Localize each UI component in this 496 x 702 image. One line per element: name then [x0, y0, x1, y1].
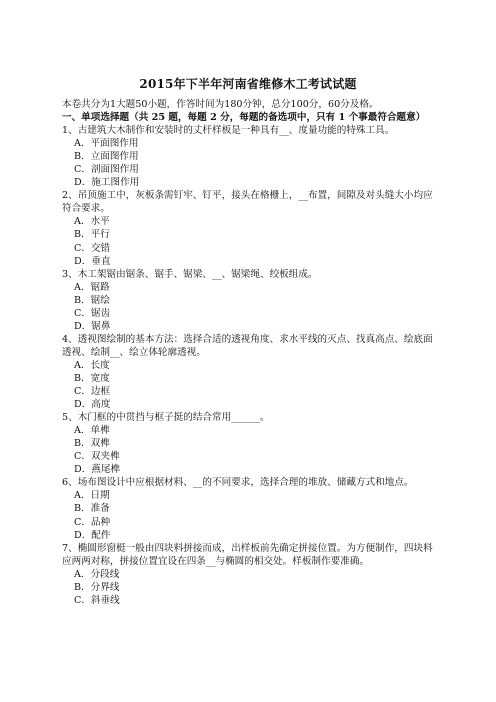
option-c: C．锯齿 — [74, 307, 111, 319]
question-stem: 7、椭圆形窗梃一般由四块料拼接而成，出样板前先确定拼接位置。为方便制作，四块料应两两对称，拼接位置宜设在四条__与椭圆的相交处。样板制作要准确。 — [62, 542, 433, 567]
question-2 — [62, 189, 434, 267]
option-b: B．立面图作用 — [74, 151, 139, 163]
question-7 — [62, 542, 434, 607]
option-d: D．配件 — [74, 529, 111, 541]
question-6 — [62, 476, 434, 541]
question-1 — [62, 124, 434, 189]
option-a: A．长度 — [74, 359, 110, 371]
question-stem: 1、古建筑大木制作和安装时的丈杆样板是一种具有__、度量功能的特殊工具。 — [62, 125, 395, 137]
exam-intro: 本卷共分为1大题50小题，作答时间为180分钟，总分100分，60分及格。 — [62, 99, 379, 110]
question-stem: 6、场布图设计中应根据材料、__的不同要求，选择合理的堆放、储藏方式和地点。 — [62, 477, 414, 489]
option-d: D．高度 — [74, 399, 111, 411]
option-d: D．垂直 — [74, 255, 111, 267]
option-a: A．分段线 — [74, 568, 120, 580]
question-stem: 3、木工架锯由锯条、锯手、锯梁、__、锯梁绳、绞板组成。 — [62, 268, 318, 280]
option-b: B．准备 — [74, 503, 110, 515]
option-c: C．双夹榫 — [74, 451, 120, 463]
option-c: C．斜垂线 — [74, 594, 120, 606]
section-heading: 一、单项选择题（共 25 题，每题 2 分，每题的备选项中，只有 1 个事最符合题意） — [62, 112, 426, 124]
question-stem: 4、透视图绘制的基本方法：选择合适的透视角度、求水平线的灭点、找真高点、绘底面透视、绘制__、绘立体轮廓透视。 — [62, 333, 433, 358]
option-d: D．锯鼻 — [74, 320, 111, 332]
option-c: C．剖面图作用 — [74, 164, 139, 176]
option-a: A．日期 — [74, 490, 110, 502]
option-b: B．分界线 — [74, 581, 120, 593]
page-title: 2015年下半年河南省维修木工考试试题 — [139, 77, 357, 91]
question-5 — [62, 411, 434, 476]
option-c: C．交错 — [74, 242, 111, 254]
option-b: B．平行 — [74, 229, 110, 241]
option-d: D．施工图作用 — [74, 177, 140, 189]
question-3 — [62, 268, 434, 333]
question-stem: 5、木门框的中贯挡与框子挺的结合常用______。 — [62, 412, 270, 424]
question-stem: 2、吊顶施工中，灰板条需钉牢、钉平，接头在格栅上，__布置，间隙及对头缝大小均应符合要求。 — [62, 190, 433, 215]
option-b: B．宽度 — [74, 372, 110, 384]
option-d: D．燕尾榫 — [74, 464, 121, 476]
option-a: A．平面图作用 — [74, 138, 139, 150]
option-b: B．双榫 — [74, 438, 110, 450]
question-4 — [62, 333, 434, 411]
option-c: C．品种 — [74, 516, 111, 528]
option-a: A．单榫 — [74, 425, 110, 437]
option-a: A．锯路 — [74, 281, 110, 293]
option-c: C．边框 — [74, 386, 111, 398]
option-a: A．水平 — [74, 216, 110, 228]
option-b: B．锯绘 — [74, 294, 110, 306]
document-body — [62, 98, 434, 607]
